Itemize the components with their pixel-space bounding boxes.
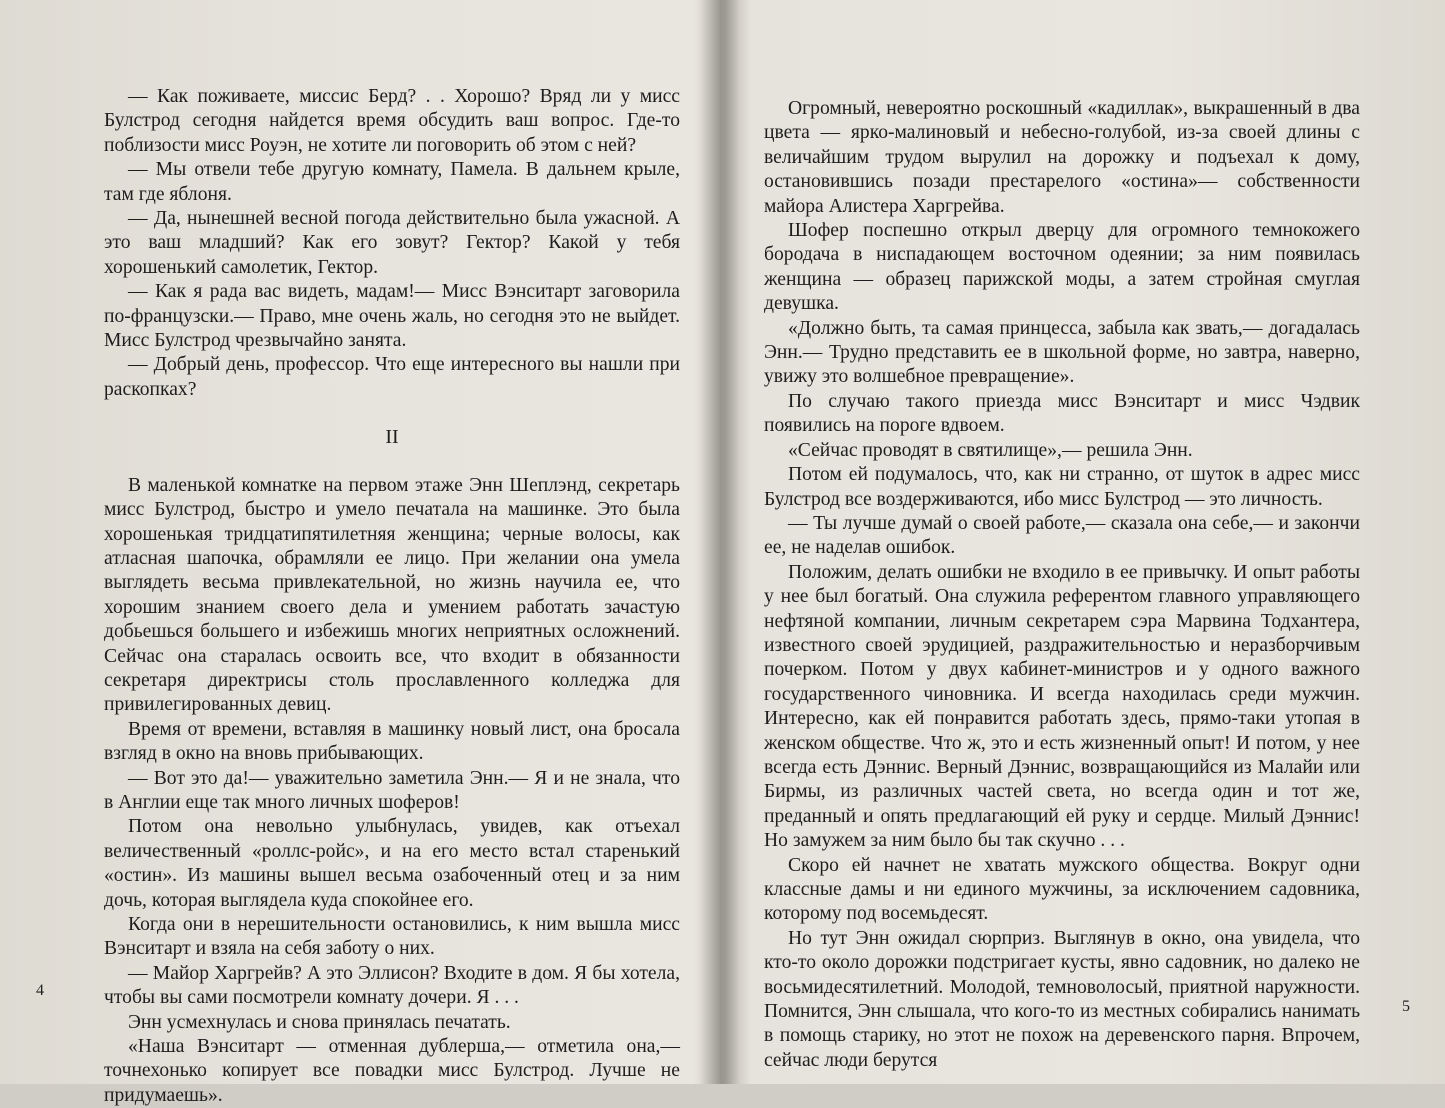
left-page: [0, 0, 712, 1106]
paragraph: Скоро ей начнет не хватать мужского общества. Вокруг одни классные дамы и ни единого мужчины, за исключением садовника, которому под восемьдесят.: [764, 854, 1360, 925]
paragraph: — Майор Харгрейв? А это Эллисон? Входите в дом. Я бы хотела, чтобы вы сами посмотрели комнату дочери. Я . . .: [104, 962, 680, 1009]
paragraph: — Мы отвели тебе другую комнату, Памела. В дальнем крыле, там где яблоня.: [104, 159, 680, 205]
paragraph: — Как поживаете, миссис Берд? . . Хорошо? Вряд ли у мисс Булстрод сегодня найдется время обсудить ваш вопрос. Где-то поблизости мисс Роуэн, не хотите ли поговорить об этом с ней?: [104, 86, 680, 156]
chapter-heading: II: [385, 426, 399, 449]
paragraph: Когда они в нерешительности остановились, к ним вышла мисс Вэнситарт и взяла на себя заботу о них.: [104, 914, 680, 960]
paragraph: Энн усмехнулась и снова принялась печатать.: [128, 1011, 511, 1033]
paragraph: В маленькой комнатке на первом этаже Энн Шеплэнд, секретарь мисс Булстрод, быстро и умело печатала на машинке. Это была хорошенькая тридцатипятилетняя женщина; черные волосы, как атласная шапочка, обрамляли ее лицо. При желании она умела выглядеть весьма привлекательной, но жизнь научила ее, что хорошим знанием своего дела и умением работать зачастую добьешься большего и избежишь многих неприятных осложнений. Сейчас она старалась освоить все, что входит в обязанности секретаря директрисы столь прославленного колледжа для привилегированных девиц.: [104, 474, 680, 716]
paragraph: Положим, делать ошибки не входило в ее привычку. И опыт работы у нее был богатый. Она служила референтом главного управляющего нефтяной компании, личным секретарем сэра Марвина Тодхантера, известного своей эрудицией, раздражительностью и неразборчивым почерком. Потом у двух кабинет-министров и у одного важного государственного чиновника. И всегда находилась среди мужчин. Интересно, как ей понравится работать здесь, прямо-таки утопая в женском обществе. Что ж, это и есть жизненный опыт! И потом, у нее всегда есть Дэннис. Верный Дэннис, возвращающийся из Малайи или Бирмы, из различных частей света, но всегда один и тот же, преданный и опять предлагающий ей руку и сердце. Милый Дэннис! Но замужем за ним было бы так скучно . . .: [764, 561, 1360, 852]
right-page-text: [764, 97, 1360, 1073]
paragraph: Время от времени, вставляя в машинку новый лист, она бросала взгляд в окно на вновь прибывающих.: [104, 718, 680, 765]
paragraph: Шофер поспешно открыл дверцу для огромного темнокожего бородача в ниспадающем восточном одеянии; за ним появилась женщина — образец парижской моды, а затем стройная смуглая девушка.: [764, 220, 1360, 315]
paragraph: — Добрый день, профессор. Что еще интересного вы нашли при раскопках?: [104, 354, 680, 400]
paragraph: — Вот это да!— уважительно заметила Энн.— Я и не знала, что в Англии еще так много личных шоферов!: [104, 767, 680, 813]
paragraph: «Сейчас проводят в святилище»,— решила Энн.: [788, 439, 1193, 461]
paragraph: По случаю такого приезда мисс Вэнситарт и мисс Чэдвик появились на пороге вдвоем.: [764, 390, 1360, 437]
paragraph: — Да, нынешней весной погода действительно была ужасной. А это ваш младший? Как его зовут? Гектор? Какой у тебя хорошенький самолетик, Гектор.: [104, 208, 680, 278]
paragraph: — Как я рада вас видеть, мадам!— Мисс Вэнситарт заговорила по-французски.— Право, мне очень жаль, но сегодня это не выйдет. Мисс Булстрод чрезвычайно занята.: [104, 281, 680, 352]
page-number: 4: [36, 982, 44, 999]
paragraph: «Наша Вэнситарт — отменная дублерша,— отметила она,— точнехонько копирует все повадки мисс Булстрод. Лучше не придумаешь».: [104, 1036, 680, 1106]
paragraph: Потом она невольно улыбнулась, увидев, как отъехал величественный «роллс-ройс», и на его место встал старенький «остин». Из машины вышел весьма озабоченный отец и за ним дочь, которая выглядела куда спокойнее его.: [104, 816, 680, 911]
paragraph: «Должно быть, та самая принцесса, забыла как звать,— догадалась Энн.— Трудно представить ее в школьной форме, но завтра, наверно, увижу это волшебное превращение».: [764, 317, 1360, 388]
paragraph: Но тут Энн ожидал сюрприз. Выглянув в окно, она увидела, что кто-то около дорожки подстригает кусты, явно садовник, но далеко не восьмидесятилетний. Молодой, темноволосый, приятной наружности. Помнится, Энн слышала, что кого-то из местных собирались нанимать в помощь старику, но этот не похож на деревенского парня. Впрочем, сейчас люди берутся: [764, 927, 1360, 1071]
paragraph: — Ты лучше думай о своей работе,— сказала она себе,— и закончи ее, не наделав ошибок.: [764, 512, 1360, 559]
right-page: [728, 0, 1445, 1084]
paragraph: Огромный, невероятно роскошный «кадиллак», выкрашенный в два цвета — ярко-малиновый и небесно-голубой, из-за своей длины с величайшим трудом вырулил на дорожку и подъехал к дому, остановившись позади престарелого «остина»— собственности майора Алистера Харгрейва.: [764, 98, 1360, 217]
paragraph: Потом ей подумалось, что, как ни странно, от шуток в адрес мисс Булстрод все воздерживаются, ибо мисс Булстрод — это личность.: [764, 464, 1360, 510]
left-page-text: [104, 85, 680, 1108]
page-number: 5: [1402, 998, 1410, 1015]
